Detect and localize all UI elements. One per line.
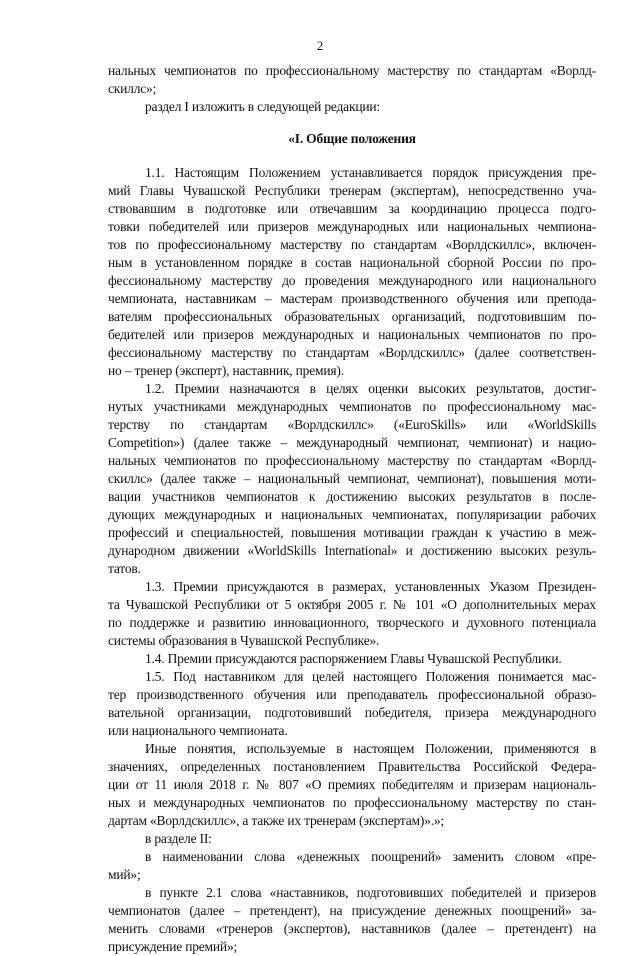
text-line: в наименовании слова «денежных поощрений» заменить словом «пре- (145, 849, 596, 864)
text-line: или национального чемпионата. (108, 723, 288, 738)
text-line: тер производственного обучения или преподаватель профессиональной образо- (108, 687, 596, 702)
text-line: в разделе II: (145, 831, 212, 846)
section-heading: «I. Общие положения (288, 131, 416, 146)
text-line: скиллс»; (108, 81, 157, 96)
text-line: терству по стандартам «Ворлдскиллс» («EuroSkills» или «WorldSkills (108, 417, 596, 432)
text-line: Иные понятия, используемые в настоящем Положении, применяются в (145, 741, 596, 756)
text-line: системы образования в Чувашской Республике». (108, 633, 380, 648)
text-line: тов по профессиональному мастерству по стандартам «Ворлдскиллс», включен- (108, 237, 596, 252)
text-line: 1.5. Под наставником для целей настоящего Положения понимается мас- (145, 669, 596, 684)
text-line: ствовавшим в подготовке или отвечавшим за координацию процесса подго- (108, 201, 596, 216)
text-line: нутых участниками международных чемпионатов по профессиональному мас- (108, 399, 596, 414)
text-line: значениях, определенных постановлением Правительства Российской Федера- (108, 759, 596, 774)
text-line: фессиональному мастерству по стандартам «Ворлдскиллс» (далее соответствен- (108, 345, 596, 360)
text-line: ции от 11 июля 2018 г. № 807 «О премиях победителям и призерам националь- (108, 777, 596, 792)
text-line: вательной организации, подготовивший победителя, призера международного (108, 705, 596, 720)
text-line: ных и международных чемпионатов по профессиональному мастерству по стан- (108, 795, 596, 810)
text-line: 1.2. Премии назначаются в целях оценки высоких результатов, достиг- (145, 381, 596, 396)
text-line: чемпионатов (далее – претендент), на присуждение денежных поощрений» за- (108, 903, 596, 918)
text-line: ным в установленном порядке в состав национальной сборной России по про- (108, 255, 596, 270)
text-line: 1.3. Премии присуждаются в размерах, установленных Указом Президен- (145, 579, 596, 594)
text-line: дународном движении «WorldSkills International» и достижению высоких резуль- (108, 543, 596, 558)
text-line: татов. (108, 561, 141, 576)
text-line: вателям профессиональных образовательных организаций, подготовившим по- (108, 309, 596, 324)
text-line: по поддержке и развитию инновационного, творческого и духовного потенциала (108, 615, 596, 630)
text-line: раздел I изложить в следующей редакции: (145, 99, 380, 114)
text-line: мий Главы Чувашской Республики тренерам (экспертам), непосредственно уча- (108, 183, 596, 198)
text-line: скиллс» (далее также – национальный чемпионат, чемпионат), повышения моти- (108, 471, 596, 486)
text-line: присуждение премий»; (108, 939, 238, 954)
text-line: товки победителей или призеров международных или национальных чемпиона- (108, 219, 596, 234)
text-line: 1.1. Настоящим Положением устанавливается порядок присуждения пре- (145, 165, 596, 180)
text-line: но – тренер (эксперт), наставник, премия). (108, 363, 344, 378)
text-line: чемпионата, наставникам – мастерам производственного обучения или препода- (108, 291, 596, 306)
text-line: профессий и специальностей, повышения мотивации граждан к участию в меж- (108, 525, 596, 540)
text-line: Competition») (далее также – международный чемпионат, чемпионат) и нацио- (108, 435, 596, 450)
text-line: нальных чемпионатов по профессиональному мастерству по стандартам «Ворлд- (108, 63, 596, 78)
text-line: 1.4. Премии присуждаются распоряжением Главы Чувашской Республики. (145, 651, 562, 666)
text-line: вации участников чемпионатов к достижению высоких результатов в после- (108, 489, 596, 504)
text-line: в пункте 2.1 слова «наставников, подготовивших победителей и призеров (145, 885, 596, 900)
text-line: фессиональному мастерству до проведения международного или национального (108, 273, 596, 288)
text-line: нальных чемпионатов по профессиональному мастерству по стандартам «Ворлд- (108, 453, 596, 468)
text-line: бедителей или призеров международных и национальных чемпионатов по про- (108, 327, 596, 342)
document-body (108, 62, 596, 956)
text-line: мий»; (108, 867, 141, 882)
text-line: менить словами «тренеров (экспертов), наставников (далее – претендент) на (108, 921, 596, 936)
text-line: та Чувашской Республики от 5 октября 2005 г. № 101 «О дополнительных мерах (108, 597, 596, 612)
text-line: дартам «Ворлдскиллс», а также их тренерам (экспертам)».»; (108, 813, 444, 828)
page-number: 2 (316, 38, 324, 53)
text-line: дующих международных и национальных чемпионатах, популяризации рабочих (108, 507, 596, 522)
